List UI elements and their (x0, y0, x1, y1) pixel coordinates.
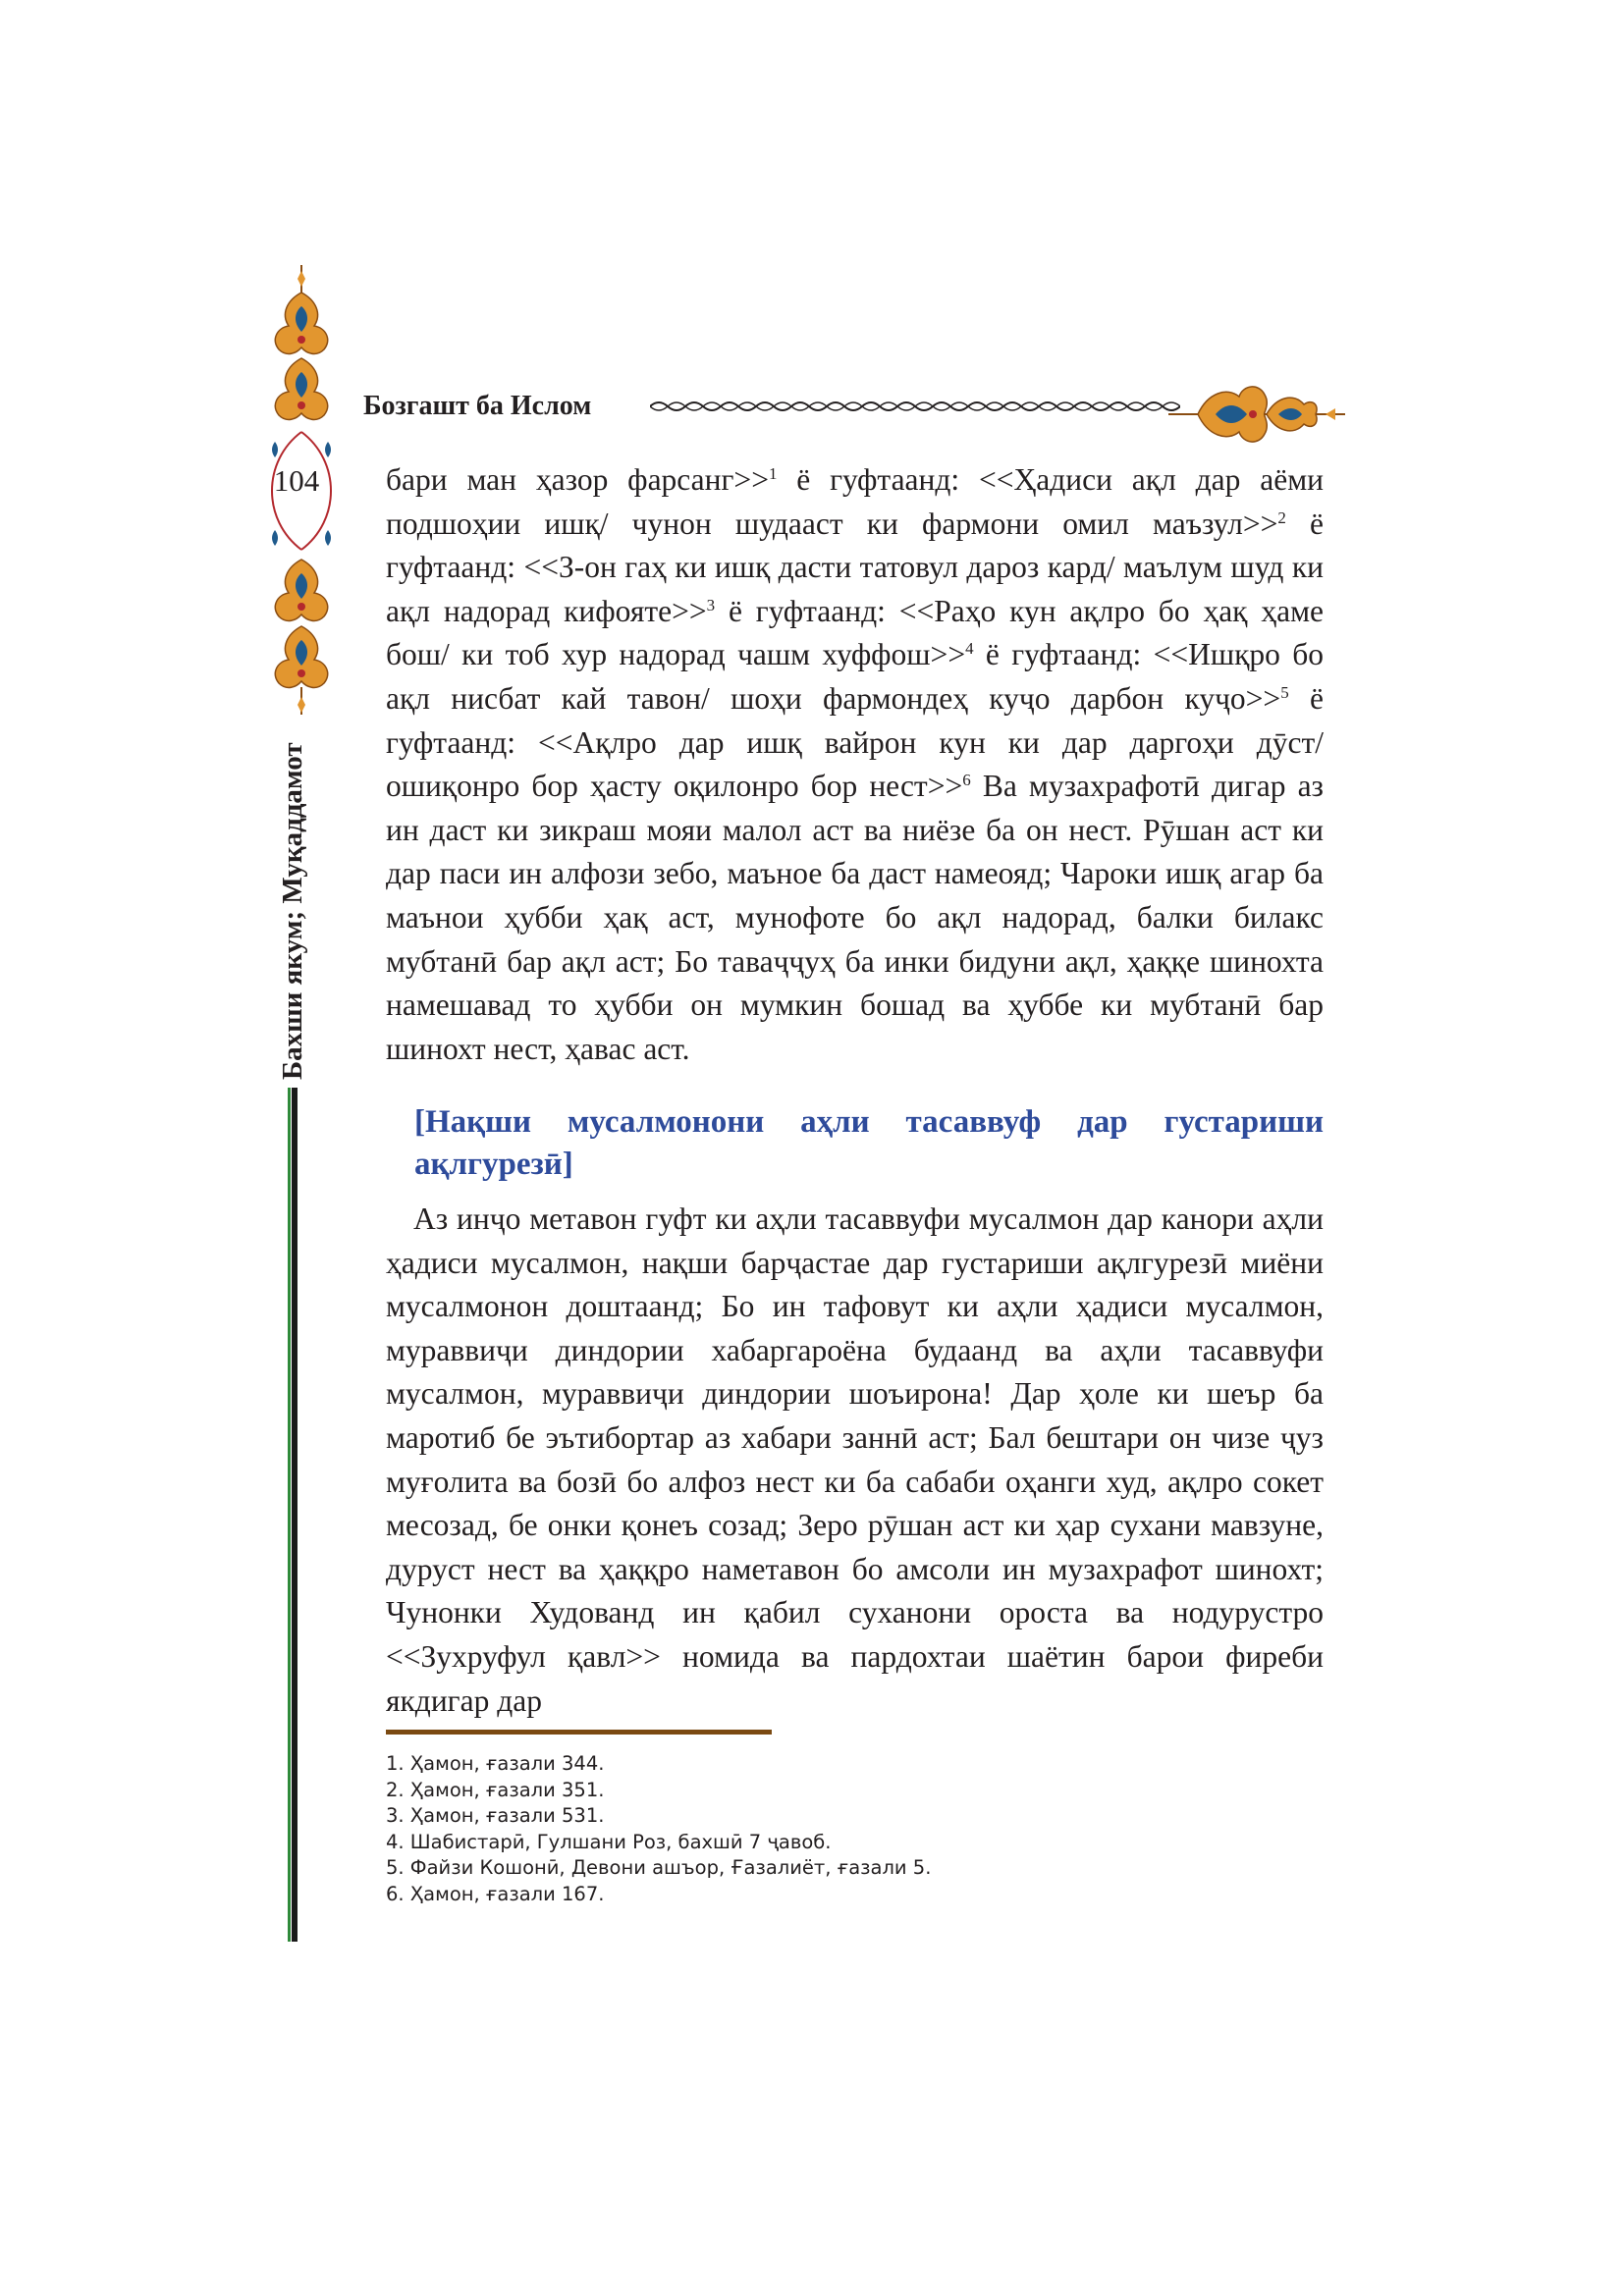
paragraph-text: бари ман ҳазор фарсанг>> (386, 462, 769, 497)
footnote-ref: 4 (965, 639, 974, 659)
paragraph-text: ё гуфтаанд: <<Ишқро бо ақл нисбат кай тавон/ шоҳи фармондеҳ куҷо дарбон куҷо>> (386, 637, 1324, 716)
header-wave-rule (650, 391, 1180, 420)
paragraph-text: ё гуфтаанд: <<Раҳо кун ақлро бо ҳақ ҳаме бош/ ки тоб хур надорад чашм хуффош>> (386, 593, 1324, 672)
paragraph-text: ё гуфтаанд: <<Ақлро дар ишқ вайрон кун ки дар даргоҳи дӯст/ ошиқонро бор ҳасту оқилонро бор нест>> (386, 680, 1324, 804)
side-bar-green (288, 1088, 291, 1942)
body-paragraph-1 (386, 458, 1324, 1071)
paragraph-text: Ва музахрафотӣ дигар аз ин даст ки зикраш мояи малол аст ва ниёзе ба он нест. Рӯшан аст ки дар паси ин алфози зебо, маъное ба даст намеояд; Чароки ишқ агар ба маънои ҳубби ҳақ аст, мунофоте бо ақл надорад, балки билакс мубтанӣ бар ақл аст; Бо таваҷҷуҳ ба инки бидуни ақл, ҳаққе шинохта намешавад то ҳубби он мумкин бошад ва ҳуббе ки мубтанӣ бар шинохт нест, ҳавас аст. (386, 769, 1324, 1066)
footnote: 4. Шабистарӣ, Гулшани Роз, бахшӣ 7 ҷавоб. (386, 1830, 832, 1853)
footnote: 6. Ҳамон, ғазали 167. (386, 1882, 605, 1905)
paragraph-text: ё гуфтаанд: <<З-он гаҳ ки ишқ дасти татовул дароз кард/ маълум шуд ки ақл надорад кифояте>> (386, 506, 1325, 628)
page-number: 104 (273, 463, 320, 498)
footnote-ref: 3 (706, 595, 716, 614)
footnote-rule (386, 1730, 772, 1735)
footnote-ref: 6 (962, 771, 971, 790)
body-paragraph-2: Аз инҷо метавон гуфт ки аҳли тасаввуфи мусалмон дар канори аҳли ҳадиси мусалмон, нақши барҷастае дар густариши ақлгурезӣ миёни мусалмонон доштаанд; Бо ин тафовут ки аҳли ҳадиси мусалмон, мураввиҷи диндории хабаргароёна будаанд ва аҳли тасаввуфи мусалмон, мураввиҷи диндории шоъирона! Дар ҳоле ки шеър ба маротиб бе эътибортар аз хабари заннӣ аст; Бал бештари он чизе ҷуз муғолита ва бозӣ бо алфоз нест ки ба сабаби оҳанги худ, ақлро сокет месозад, бе онки қонеъ созад; Зеро рӯшан аст ки ҳар сухани мавзуне, дуруст нест ва ҳаққро наметавон бо амсоли ин музахрафот шинохт; Чунонки Худованд ин қабил суханони ороста ва нодурустро <<Зухруфул қавл>> номида ва пардохтаи шаётин барои фиреби якдигар дар (386, 1201, 1324, 1718)
footnote: 5. Файзи Кошонӣ, Девони ашъор, Ғазалиёт, ғазали 5. (386, 1856, 932, 1880)
header-ornament (1168, 375, 1345, 454)
footnotes (386, 1751, 1073, 1908)
running-header-title: Бозгашт ба Ислом (363, 391, 592, 421)
footnote: 1. Ҳамон, ғазали 344. (386, 1752, 605, 1775)
footnote-ref: 5 (1280, 682, 1289, 702)
section-heading: [Нақши мусалмонони аҳли тасаввуф дар густариши ақлгурезӣ] (414, 1104, 1324, 1182)
footnote: 2. Ҳамон, ғазали 351. (386, 1778, 605, 1801)
footnote-ref: 1 (768, 464, 778, 483)
paragraph-text: ё гуфтаанд: <<Ҳадиси ақл дар аёми подшоҳии ишқ/ чунон шудааст ки фармони омил маъзул>> (386, 462, 1324, 541)
footnote: 3. Ҳамон, ғазали 531. (386, 1804, 605, 1828)
side-section-title: Бахши якум; Муқаддамот (277, 742, 308, 1080)
side-bar-black (292, 1088, 298, 1942)
footnote-ref: 2 (1277, 507, 1286, 527)
